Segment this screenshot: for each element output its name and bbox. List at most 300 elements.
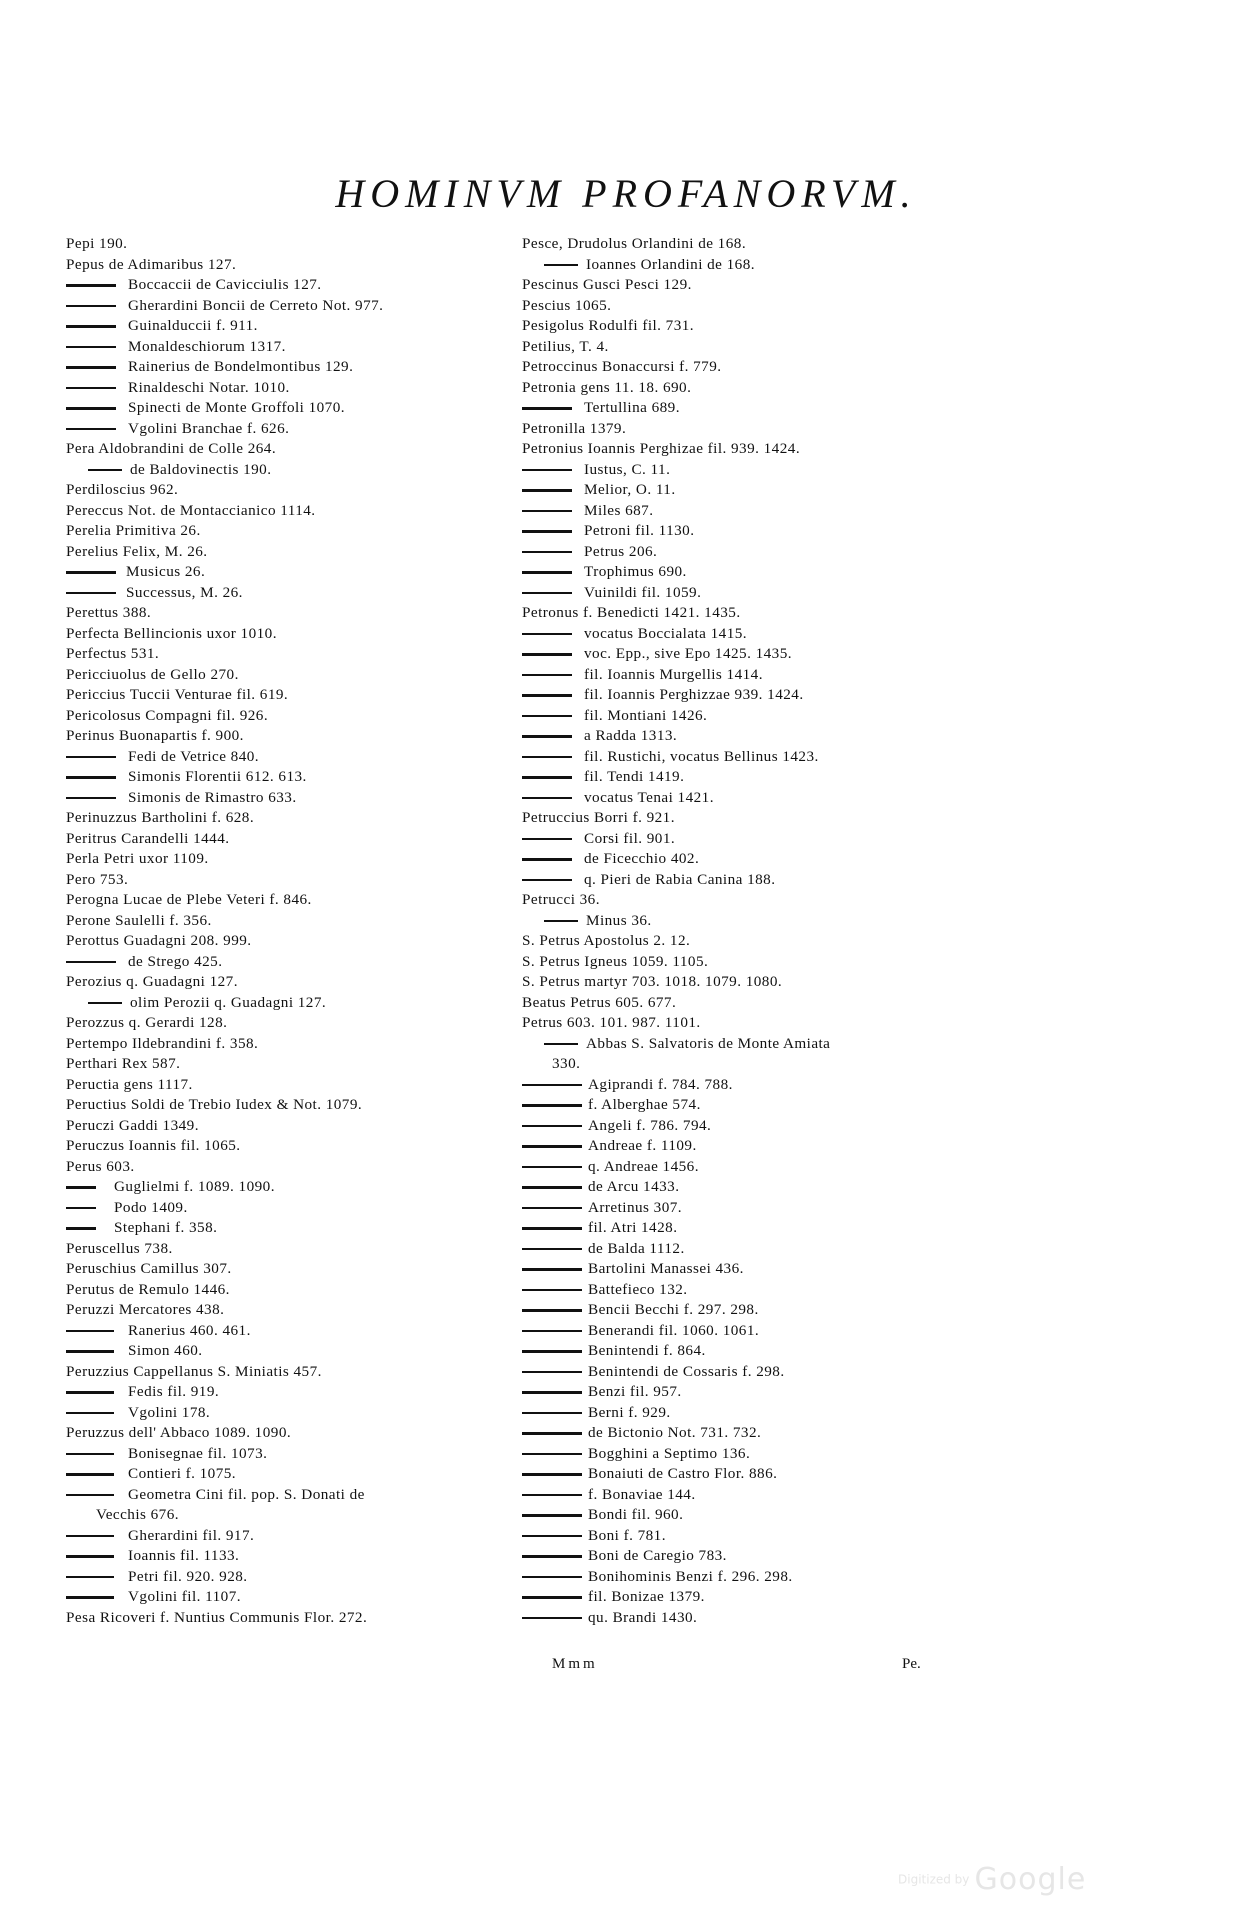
index-entry — [66, 747, 518, 768]
index-entry — [66, 439, 518, 460]
index-entry — [522, 1444, 942, 1465]
ditto-dash — [66, 366, 116, 368]
entry-text: Petruccius Borri f. 921. — [522, 809, 675, 826]
ditto-dash — [66, 1391, 114, 1393]
ditto-dash — [522, 1453, 582, 1455]
index-entry — [522, 1218, 942, 1239]
ditto-dash — [66, 961, 116, 963]
index-entry — [66, 1567, 518, 1588]
index-entry — [522, 1300, 942, 1321]
index-entry — [522, 378, 942, 399]
entry-text: Pepus de Adimaribus 127. — [66, 255, 237, 273]
ditto-dash — [88, 1002, 122, 1004]
entry-text: Pertempo Ildebrandini f. 358. — [66, 1034, 259, 1052]
entry-text: f. Bonaviae 144. — [588, 1485, 696, 1503]
index-entry — [522, 1587, 942, 1608]
entry-text: Arretinus 307. — [588, 1198, 683, 1216]
index-entry — [66, 337, 518, 358]
index-entry — [66, 255, 518, 276]
entry-text: Pericciuolus de Gello 270. — [66, 665, 239, 683]
entry-text: Peructia gens 1117. — [66, 1075, 193, 1093]
index-entry — [66, 1075, 518, 1096]
entry-text: Andreae f. 1109. — [588, 1137, 697, 1154]
index-entry — [522, 337, 942, 358]
index-entry — [522, 1054, 942, 1075]
ditto-dash — [522, 1432, 582, 1434]
entry-text: Trophimus 690. — [584, 563, 687, 580]
entry-text: vocatus Boccialata 1415. — [584, 624, 748, 642]
entry-text: Petroni fil. 1130. — [584, 522, 695, 539]
index-entry — [66, 972, 518, 993]
entry-text: Vgolini 178. — [128, 1403, 211, 1421]
index-entry — [66, 788, 518, 809]
ditto-dash — [522, 1289, 582, 1291]
entry-text: Agiprandi f. 784. 788. — [588, 1075, 733, 1093]
index-entry — [522, 562, 942, 583]
entry-text: Stephani f. 358. — [114, 1219, 218, 1236]
ditto-dash — [522, 858, 572, 860]
index-entry — [66, 685, 518, 706]
index-entry — [522, 726, 942, 747]
index-entry — [66, 562, 518, 583]
entry-text: de Ficecchio 402. — [584, 850, 700, 867]
index-entry — [66, 275, 518, 296]
entry-text: Perelius Felix, M. 26. — [66, 542, 208, 560]
entry-text: Bonaiuti de Castro Flor. 886. — [588, 1465, 778, 1482]
entry-text: Ioannes Orlandini de 168. — [586, 255, 755, 273]
entry-text: Perutus de Remulo 1446. — [66, 1280, 230, 1298]
index-entry — [522, 767, 942, 788]
entry-text: Pesigolus Rodulfi fil. 731. — [522, 317, 695, 334]
index-entry — [66, 1608, 518, 1629]
index-entry — [66, 952, 518, 973]
index-entry — [66, 521, 518, 542]
entry-text: Perone Saulelli f. 356. — [66, 911, 212, 929]
entry-text: Geometra Cini fil. pop. S. Donati de — [128, 1485, 365, 1503]
ditto-dash — [522, 469, 572, 471]
index-entry — [66, 808, 518, 829]
ditto-dash — [66, 1412, 114, 1414]
ditto-dash — [522, 1125, 582, 1127]
entry-text: Perettus 388. — [66, 604, 152, 621]
entry-text: qu. Brandi 1430. — [588, 1608, 698, 1626]
ditto-dash — [66, 1227, 96, 1229]
entry-text: Periccius Tuccii Venturae fil. 619. — [66, 686, 289, 703]
index-entry — [522, 1464, 942, 1485]
entry-text: Perelia Primitiva 26. — [66, 522, 201, 539]
index-entry — [522, 603, 942, 624]
index-entry — [66, 1013, 518, 1034]
entry-text: Bencii Becchi f. 297. 298. — [588, 1301, 759, 1318]
index-entry — [66, 1116, 518, 1137]
ditto-dash — [66, 1555, 114, 1557]
entry-text: Gherardini fil. 917. — [128, 1526, 255, 1544]
entry-text: Simon 460. — [128, 1342, 203, 1359]
index-entry — [66, 1526, 518, 1547]
index-entry — [522, 870, 942, 891]
index-entry — [522, 706, 942, 727]
entry-text: Perfecta Bellincionis uxor 1010. — [66, 624, 277, 642]
ditto-dash — [522, 551, 572, 553]
ditto-dash — [522, 592, 572, 594]
entry-text: fil. Tendi 1419. — [584, 768, 685, 785]
index-entry — [522, 911, 942, 932]
entry-text: Pero 753. — [66, 870, 129, 888]
ditto-dash — [522, 776, 572, 778]
entry-text: Contieri f. 1075. — [128, 1465, 237, 1482]
index-entry — [66, 993, 518, 1014]
index-entry — [66, 931, 518, 952]
entry-text: Abbas S. Salvatoris de Monte Amiata — [586, 1034, 831, 1052]
index-entry — [66, 1095, 518, 1116]
ditto-dash — [88, 469, 122, 471]
entry-text: Petroccinus Bonaccursi f. 779. — [522, 358, 722, 375]
entry-text: Perfectus 531. — [66, 645, 160, 662]
index-entry — [66, 378, 518, 399]
entry-text: Battefieco 132. — [588, 1280, 688, 1298]
index-entry — [522, 1403, 942, 1424]
entry-text: Petronius Ioannis Perghizae fil. 939. 1424. — [522, 440, 801, 457]
signature-mark: Mmm — [552, 1656, 598, 1672]
ditto-dash — [522, 1166, 582, 1168]
entry-text: Perthari Rex 587. — [66, 1055, 181, 1072]
entry-text: Peruschius Camillus 307. — [66, 1260, 232, 1277]
entry-text: Vgolini Branchae f. 626. — [128, 419, 290, 437]
entry-text: Beatus Petrus 605. 677. — [522, 993, 677, 1011]
index-entry — [522, 1526, 942, 1547]
ditto-dash — [66, 305, 116, 307]
ditto-dash — [522, 407, 572, 409]
entry-text: Vecchis 676. — [96, 1506, 180, 1523]
ditto-dash — [522, 1227, 582, 1229]
ditto-dash — [66, 325, 116, 327]
entry-text: Minus 36. — [586, 911, 652, 929]
entry-text: fil. Ioannis Murgellis 1414. — [584, 665, 763, 683]
index-entry — [522, 1239, 942, 1260]
index-entry — [66, 1341, 518, 1362]
entry-text: Petronus f. Benedicti 1421. 1435. — [522, 604, 741, 621]
index-entry — [66, 603, 518, 624]
entry-text: fil. Montiani 1426. — [584, 706, 708, 724]
index-entry — [522, 1157, 942, 1178]
entry-text: Rainerius de Bondelmontibus 129. — [128, 358, 354, 375]
index-entry — [66, 1157, 518, 1178]
index-entry — [66, 1136, 518, 1157]
index-entry — [522, 931, 942, 952]
ditto-dash — [522, 879, 572, 881]
entry-text: Miles 687. — [584, 501, 654, 519]
index-entry — [522, 357, 942, 378]
index-entry — [522, 1485, 942, 1506]
index-entry — [522, 788, 942, 809]
index-entry — [66, 1423, 518, 1444]
ditto-dash — [522, 510, 572, 512]
index-entry — [522, 296, 942, 317]
entry-text: Pescinus Gusci Pesci 129. — [522, 276, 692, 293]
index-entry — [66, 849, 518, 870]
ditto-dash — [522, 1473, 582, 1475]
index-entry — [66, 296, 518, 317]
entry-text: de Arcu 1433. — [588, 1178, 680, 1195]
index-entry — [66, 767, 518, 788]
ditto-dash — [522, 1596, 582, 1598]
index-entry — [522, 1013, 942, 1034]
entry-text: Bondi fil. 960. — [588, 1506, 684, 1523]
ditto-dash — [522, 1330, 582, 1332]
ditto-dash — [66, 1596, 114, 1598]
ditto-dash — [522, 489, 572, 491]
index-entry — [522, 624, 942, 645]
ditto-dash — [66, 756, 116, 758]
entry-text: Pera Aldobrandini de Colle 264. — [66, 440, 277, 457]
index-entry — [522, 439, 942, 460]
index-entry — [522, 1136, 942, 1157]
index-entry — [522, 993, 942, 1014]
entry-text: Peruscellus 738. — [66, 1239, 173, 1257]
index-entry — [522, 808, 942, 829]
index-entry — [66, 398, 518, 419]
entry-text: Perus 603. — [66, 1157, 135, 1175]
index-entry — [522, 316, 942, 337]
index-entry — [522, 829, 942, 850]
index-entry — [66, 583, 518, 604]
ditto-dash — [66, 1186, 96, 1188]
entry-text: fil. Ioannis Perghizzae 939. 1424. — [584, 686, 804, 703]
entry-text: Guglielmi f. 1089. 1090. — [114, 1178, 275, 1195]
index-entry — [66, 1382, 518, 1403]
ditto-dash — [66, 1330, 114, 1332]
index-entry — [66, 1444, 518, 1465]
entry-text: Peritrus Carandelli 1444. — [66, 829, 230, 847]
entry-text: fil. Rustichi, vocatus Bellinus 1423. — [584, 747, 819, 765]
entry-text: Peruzzi Mercatores 438. — [66, 1301, 225, 1318]
index-entry — [66, 1218, 518, 1239]
index-entry — [522, 1259, 942, 1280]
ditto-dash — [544, 1043, 578, 1045]
entry-text: vocatus Tenai 1421. — [584, 788, 714, 806]
index-entry — [66, 1485, 518, 1506]
ditto-dash — [522, 1104, 582, 1106]
entry-text: Peructius Soldi de Trebio Iudex & Not. 1079. — [66, 1096, 363, 1113]
ditto-dash — [544, 920, 578, 922]
ditto-dash — [66, 346, 116, 348]
entry-text: Corsi fil. 901. — [584, 829, 676, 847]
entry-text: a Radda 1313. — [584, 727, 678, 744]
index-entry — [522, 1546, 942, 1567]
index-entry — [522, 255, 942, 276]
entry-text: Pesce, Drudolus Orlandini de 168. — [522, 235, 747, 252]
ditto-dash — [522, 1186, 582, 1188]
entry-text: Vuinildi fil. 1059. — [584, 583, 702, 601]
entry-text: Bonisegnae fil. 1073. — [128, 1444, 268, 1462]
index-entry — [66, 1034, 518, 1055]
index-entry — [66, 460, 518, 481]
index-entry — [522, 1034, 942, 1055]
entry-text: fil. Bonizae 1379. — [588, 1588, 705, 1605]
entry-text: Boni f. 781. — [588, 1526, 666, 1544]
ditto-dash — [66, 1207, 96, 1209]
ditto-dash — [522, 1412, 582, 1414]
index-entry — [66, 501, 518, 522]
entry-text: Simonis Florentii 612. 613. — [128, 768, 307, 785]
index-entry — [66, 870, 518, 891]
ditto-dash — [522, 1535, 582, 1537]
index-entry — [66, 890, 518, 911]
entry-text: Fedi de Vetrice 840. — [128, 747, 260, 765]
index-entry — [66, 1239, 518, 1260]
entry-text: Bartolini Manassei 436. — [588, 1260, 744, 1277]
ditto-dash — [66, 797, 116, 799]
entry-text: Vgolini fil. 1107. — [128, 1588, 242, 1605]
index-entry — [66, 357, 518, 378]
entry-text: Perozzus q. Gerardi 128. — [66, 1014, 228, 1031]
index-entry — [522, 1198, 942, 1219]
ditto-dash — [66, 776, 116, 778]
page-title: HOMINVM PROFANORVM. — [335, 171, 917, 216]
entry-text: Gherardini Boncii de Cerreto Not. 977. — [128, 296, 384, 314]
index-entry — [522, 583, 942, 604]
entry-text: Petrus 603. 101. 987. 1101. — [522, 1014, 701, 1031]
index-entry — [522, 275, 942, 296]
index-entry — [66, 1280, 518, 1301]
ditto-dash — [522, 797, 572, 799]
index-column-right — [522, 234, 942, 1628]
index-entry — [522, 849, 942, 870]
index-entry — [522, 1075, 942, 1096]
ditto-dash — [522, 1555, 582, 1557]
ditto-dash — [522, 530, 572, 532]
ditto-dash — [544, 264, 578, 266]
entry-text: Pereccus Not. de Montaccianico 1114. — [66, 501, 316, 519]
index-entry — [66, 1403, 518, 1424]
ditto-dash — [522, 1576, 582, 1578]
entry-text: Bonihominis Benzi f. 296. 298. — [588, 1567, 793, 1585]
index-entry — [522, 234, 942, 255]
index-entry — [522, 747, 942, 768]
ditto-dash — [522, 838, 572, 840]
index-entry — [66, 644, 518, 665]
ditto-dash — [522, 1391, 582, 1393]
entry-text: S. Petrus Igneus 1059. 1105. — [522, 952, 709, 970]
index-entry — [522, 1321, 942, 1342]
ditto-dash — [522, 1309, 582, 1311]
index-entry — [66, 911, 518, 932]
entry-text: Perdiloscius 962. — [66, 481, 179, 498]
index-entry — [66, 1259, 518, 1280]
ditto-dash — [522, 1084, 582, 1086]
entry-text: 330. — [552, 1055, 581, 1072]
entry-text: fil. Atri 1428. — [588, 1219, 678, 1236]
entry-text: Perinuzzus Bartholini f. 628. — [66, 809, 255, 826]
index-entry — [522, 1382, 942, 1403]
ditto-dash — [522, 1494, 582, 1496]
entry-text: Petrucci 36. — [522, 891, 600, 908]
ditto-dash — [66, 428, 116, 430]
entry-text: Guinalduccii f. 911. — [128, 317, 258, 334]
index-entry — [522, 1608, 942, 1629]
index-entry — [522, 1177, 942, 1198]
entry-text: Podo 1409. — [114, 1198, 188, 1216]
index-entry — [522, 665, 942, 686]
index-entry — [66, 480, 518, 501]
entry-text: Boccaccii de Cavicciulis 127. — [128, 276, 322, 293]
entry-text: Pescius 1065. — [522, 296, 612, 314]
ditto-dash — [66, 1473, 114, 1475]
index-entry — [66, 1054, 518, 1075]
entry-text: q. Pieri de Rabia Canina 188. — [584, 870, 776, 888]
index-entry — [66, 706, 518, 727]
entry-text: Tertullina 689. — [584, 399, 680, 416]
ditto-dash — [522, 1514, 582, 1516]
index-entry — [522, 460, 942, 481]
index-entry — [66, 1546, 518, 1567]
catchword: Pe. — [902, 1656, 921, 1672]
ditto-dash — [66, 571, 116, 573]
ditto-dash — [66, 407, 116, 409]
index-entry — [522, 685, 942, 706]
index-entry — [66, 1362, 518, 1383]
ditto-dash — [522, 1617, 582, 1619]
ditto-dash — [522, 633, 572, 635]
index-entry — [522, 521, 942, 542]
index-entry — [522, 1341, 942, 1362]
entry-text: Benintendi de Cossaris f. 298. — [588, 1362, 785, 1380]
entry-text: Angeli f. 786. 794. — [588, 1116, 712, 1134]
ditto-dash — [522, 735, 572, 737]
entry-text: Pepi 190. — [66, 235, 128, 252]
index-entry — [522, 1567, 942, 1588]
entry-text: Berni f. 929. — [588, 1403, 671, 1421]
ditto-dash — [66, 284, 116, 286]
entry-text: Spinecti de Monte Groffoli 1070. — [128, 399, 346, 416]
ditto-dash — [66, 1576, 114, 1578]
entry-text: S. Petrus martyr 703. 1018. 1079. 1080. — [522, 973, 783, 990]
entry-text: q. Andreae 1456. — [588, 1157, 699, 1175]
ditto-dash — [522, 571, 572, 573]
index-entry — [522, 542, 942, 563]
index-entry — [522, 972, 942, 993]
index-entry — [522, 1095, 942, 1116]
entry-text: Peruzzius Cappellanus S. Miniatis 457. — [66, 1362, 322, 1380]
entry-text: Successus, M. 26. — [126, 583, 243, 601]
index-entry — [66, 419, 518, 440]
entry-text: Peruczi Gaddi 1349. — [66, 1116, 199, 1134]
index-entry — [66, 1177, 518, 1198]
entry-text: Benerandi fil. 1060. 1061. — [588, 1321, 760, 1339]
entry-text: Benintendi f. 864. — [588, 1342, 706, 1359]
digitized-watermark — [898, 1862, 1086, 1897]
index-entry — [66, 665, 518, 686]
index-entry — [66, 1464, 518, 1485]
entry-text: Petronia gens 11. 18. 690. — [522, 378, 692, 396]
entry-text: Perottus Guadagni 208. 999. — [66, 932, 252, 949]
entry-text: f. Alberghae 574. — [588, 1096, 701, 1113]
index-entry — [522, 1505, 942, 1526]
ditto-dash — [522, 1268, 582, 1270]
watermark-prefix: Digitized by — [898, 1872, 970, 1887]
ditto-dash — [522, 715, 572, 717]
index-entry — [522, 644, 942, 665]
index-entry — [522, 1116, 942, 1137]
index-entry — [66, 542, 518, 563]
entry-text: Perinus Buonapartis f. 900. — [66, 727, 244, 744]
entry-text: voc. Epp., sive Epo 1425. 1435. — [584, 645, 792, 662]
index-entry — [522, 398, 942, 419]
index-entry — [522, 890, 942, 911]
index-entry — [66, 726, 518, 747]
index-entry — [66, 1300, 518, 1321]
entry-text: Bogghini a Septimo 136. — [588, 1444, 751, 1462]
